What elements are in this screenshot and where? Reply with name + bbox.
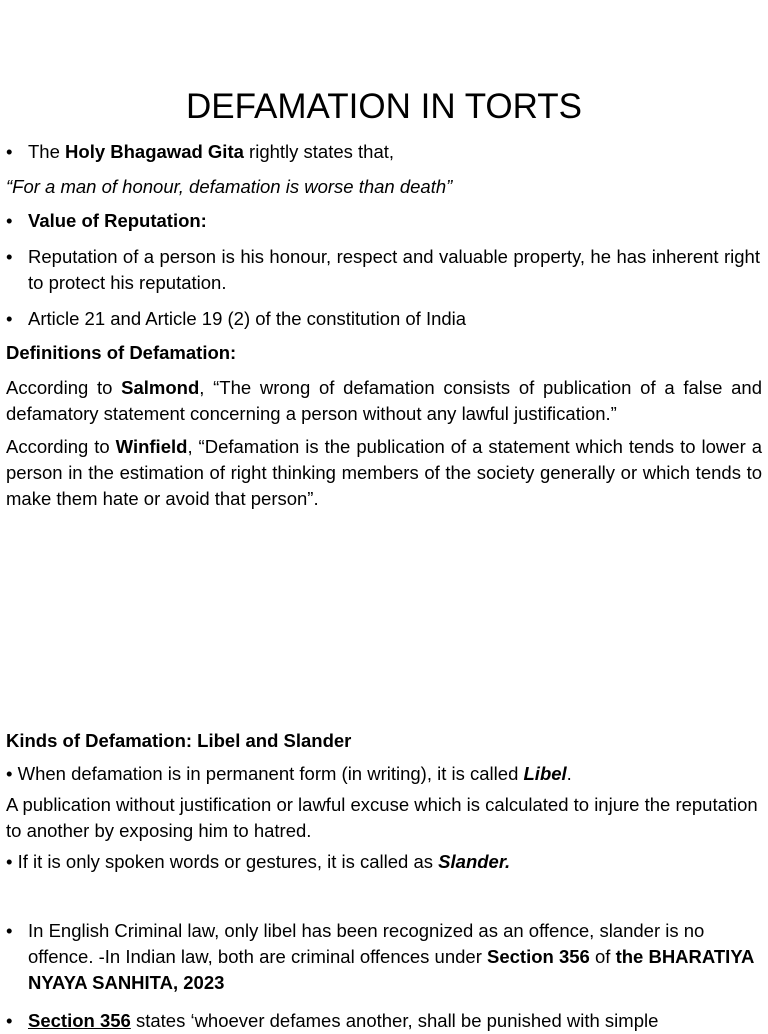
libel-post: .: [566, 763, 572, 784]
bullet-icon: •: [6, 246, 13, 267]
winfield-post: , “Defamation is the publication of a statement which tends to lower a person in the estimation of right thinking members of the society generally or which tends to make them hate or avoid that person”.: [6, 436, 762, 509]
libel-bullet: [6, 761, 760, 787]
section-text: states ‘whoever defames another, shall be punished with simple: [130, 1010, 659, 1031]
slander-bullet: [6, 849, 760, 875]
gita-bold: Holy Bhagawad Gita: [65, 141, 244, 162]
libel-pre: When defamation is in permanent form (in writing), it is called: [17, 763, 524, 784]
gita-pre: The: [28, 141, 66, 162]
definitions-heading-text: Definitions of Defamation:: [6, 342, 237, 363]
quote-text: “For a man of honour, defamation is worse than death”: [6, 176, 453, 197]
bullet-icon: •: [6, 210, 13, 231]
salmond-pre: According to: [6, 377, 122, 398]
bns-ref: the BHARATIYA NYAYA SANHITA, 2023: [28, 946, 754, 993]
bullet-icon: •: [6, 851, 13, 872]
section-ref: Section 356: [487, 946, 590, 967]
slander-term: Slander.: [438, 851, 511, 872]
bullet-icon: •: [6, 920, 13, 941]
definitions-heading: [6, 340, 762, 366]
slide-kinds-of-defamation: [0, 712, 768, 1031]
value-heading: Value of Reputation:: [28, 210, 207, 231]
reputation-text: Reputation of a person is his honour, respect and valuable property, he has inherent right to protect his reputation.: [28, 246, 760, 293]
english-law-mid: of: [589, 946, 616, 967]
slide-title: DEFAMATION IN TORTS: [185, 87, 583, 126]
section-356-label: Section 356: [28, 1010, 131, 1031]
article-text: Article 21 and Article 19 (2) of the constitution of India: [28, 308, 467, 329]
section-bullet: [6, 1008, 760, 1034]
value-bullet: [6, 208, 760, 234]
publication-text: A publication without justification or lawful excuse which is calculated to injure the reputation to another by exposing him to hatred.: [6, 794, 758, 841]
gita-post: rightly states that,: [243, 141, 395, 162]
gita-quote: [6, 174, 762, 200]
bullet-icon: •: [6, 763, 13, 784]
libel-term: Libel: [523, 763, 567, 784]
gita-bullet: [6, 139, 760, 165]
winfield-definition: [6, 434, 762, 512]
winfield-name: Winfield: [115, 436, 188, 457]
kinds-heading-text: Kinds of Defamation: Libel and Slander: [6, 730, 352, 751]
bullet-icon: •: [6, 141, 13, 162]
bullet-icon: •: [6, 308, 13, 329]
salmond-post: , “The wrong of defamation consists of publication of a false and defamatory statement concerning a person without any lawful justification.”: [6, 377, 762, 424]
salmond-definition: [6, 375, 762, 427]
article-bullet: [6, 306, 760, 332]
salmond-name: Salmond: [121, 377, 200, 398]
english-law-bullet: [6, 918, 760, 996]
kinds-heading: [6, 728, 762, 754]
english-law-pre: In English Criminal law, only libel has been recognized as an offence, slander is no offence. -In Indian law, both are criminal offences under: [28, 920, 705, 967]
reputation-bullet: [6, 244, 760, 296]
winfield-pre: According to: [6, 436, 116, 457]
bullet-icon: •: [6, 1010, 13, 1031]
slander-pre: If it is only spoken words or gestures, it is called as: [17, 851, 439, 872]
